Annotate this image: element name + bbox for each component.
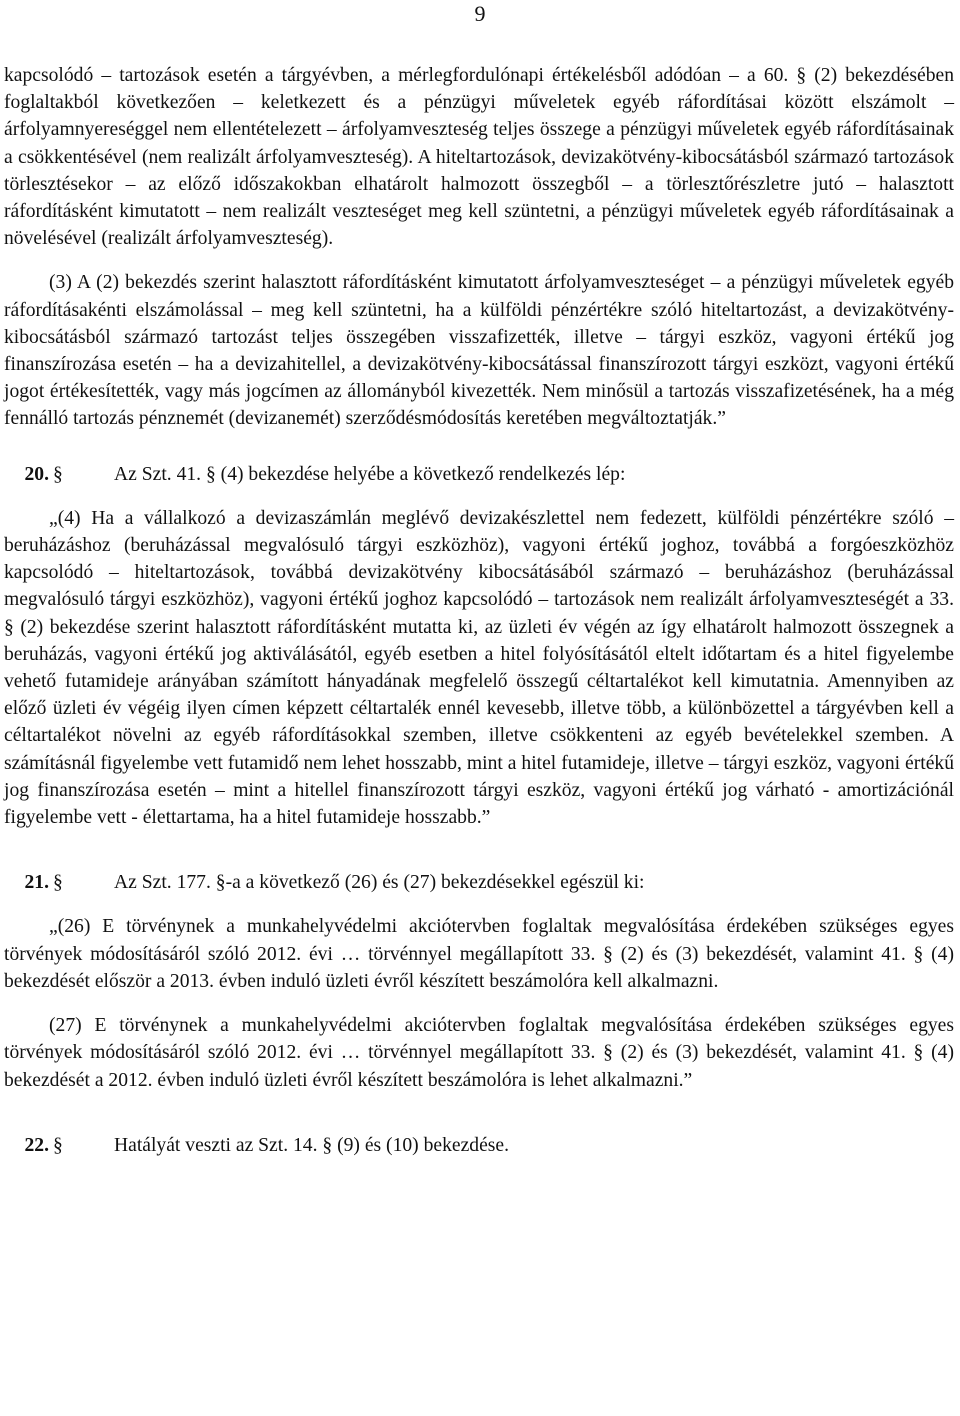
page-number: 9 [474, 1, 486, 26]
section-number: 22. [24, 1134, 49, 1156]
page-content [4, 62, 954, 1159]
section-heading-text: Az Szt. 41. § (4) bekezdése helyébe a következő rendelkezés lép: [114, 463, 626, 485]
section-number: 20. [24, 463, 49, 485]
paragraph-26: „(26) E törvénynek a munkahelyvédelmi akciótervben foglaltak megvalósítása érdekében szükséges egyes törvények módosításáról szóló 2012. évi … törvénnyel megállapított 33. § (2) és (3) bekezdését, valamint 41. § (4) bekezdését először a 2013. évben induló üzleti évről készített beszámolóra kell alkalmazni. [4, 916, 954, 992]
section-heading-20 [4, 461, 954, 488]
paragraph-4-amendment: „(4) Ha a vállalkozó a devizaszámlán meglévő devizakészlettel nem fedezett, külföldi pénzértékre szóló – beruházáshoz (beruházással megvalósuló tárgyi eszközhöz), vagyoni értékű joghoz, továbbá a forgóeszközhöz kapcsolódó – hiteltartozások, továbbá devizakötvény kibocsátásából származó – beruházáshoz (beruházással megvalósuló tárgyi eszközhöz), vagyoni értékű joghoz kapcsolódó – tartozások nem realizált árfolyamveszteségét a 33. § (2) bekezdése szerint halasztott ráfordításként mutatta ki, az üzleti év végén az így elhatárolt halmozott összegnek a beruházás, vagyoni értékű jog aktiválásától, egyéb esetben a hitel folyósításától eltelt időtartam és a hitel figyelembe vehető futamideje arányában számított hányadának megfelelő összegű céltartalékot kell kimutatnia. Amennyiben az előző üzleti év végéig ilyen címen képzett céltartalék ennél kevesebb, illetve több, a különbözettel a tárgyévben kell a céltartalékot növelni az egyéb ráfordításokkal szemben, illetve csökkenteni az egyéb bevételekkel szemben. A számításnál figyelembe vett futamidő nem lehet hosszabb, mint a hitel futamideje, illetve – tárgyi eszköz, vagyoni értékű jog finanszírozása esetén – mint a hitellel finanszírozott tárgyi eszköz, vagyoni értékű jog várható - amortizációnál figyelembe vett - élettartama, ha a hitel futamideje hosszabb.” [4, 507, 954, 829]
paragraph-continuation: kapcsolódó – tartozások esetén a tárgyévben, a mérlegfordulónapi értékelésből adódóan – a 60. § (2) bekezdésében foglaltakból következően – keletkezett és a pénzügyi műveletek egyéb ráfordításai között elszámolt – árfolyamnyereséggel nem ellentételezett – árfolyamveszteség teljes összege a pénzügyi műveletek egyéb ráfordításainak a csökkentésével (nem realizált árfolyamveszteség). A hiteltartozások, devizakötvény-kibocsátásból származó tartozások törlesztésekor – az előző időszakokban elhatárolt halmozott összegből – a törlesztőrészletre jutó – halasztott ráfordításként kimutatott – nem realizált veszteséget meg kell szüntetni, a pénzügyi műveletek egyéb ráfordításainak a növelésével (realizált árfolyamveszteség). [4, 65, 954, 250]
section-heading-22 [4, 1132, 954, 1159]
section-heading-text: Az Szt. 177. §-a a következő (26) és (27) bekezdésekkel egészül ki: [114, 872, 645, 894]
section-heading-21 [4, 869, 954, 896]
section-heading-text: Hatályát veszti az Szt. 14. § (9) és (10) bekezdése. [114, 1134, 509, 1156]
paragraph-27: (27) E törvénynek a munkahelyvédelmi akciótervben foglaltak megvalósítása érdekében szükséges egyes törvények módosításáról szóló 2012. évi … törvénnyel megállapított 33. § (2) és (3) bekezdését, valamint 41. § (4) bekezdését a 2012. évben induló üzleti évről készített beszámolóra is lehet alkalmazni.” [4, 1015, 954, 1091]
paragraph-3: (3) A (2) bekezdés szerint halasztott ráfordításként kimutatott árfolyamveszteséget – a pénzügyi műveletek egyéb ráfordításakénti elszámolással – meg kell szüntetni, ha a külföldi pénzértékre szóló hiteltartozást, a devizakötvény-kibocsátásból származó tartozást teljes összegében visszafizették, illetve – tárgyi eszköz, vagyoni értékű jog finanszírozása esetén – ha a devizahitellel, a devizakötvény-kibocsátással finanszírozott tárgyi eszközt, vagyoni értékű jogot értékesítették, vagy más jogcímen az állományból kivezették. Nem minősül a tartozás visszafizetésének, ha a még fennálló tartozás pénznemét (devizanemét) szerződésmódosítás keretében megváltoztatják.” [4, 272, 954, 430]
section-sign: § [53, 463, 63, 485]
section-sign: § [53, 1134, 63, 1156]
section-sign: § [53, 872, 63, 894]
section-number: 21. [24, 872, 49, 894]
